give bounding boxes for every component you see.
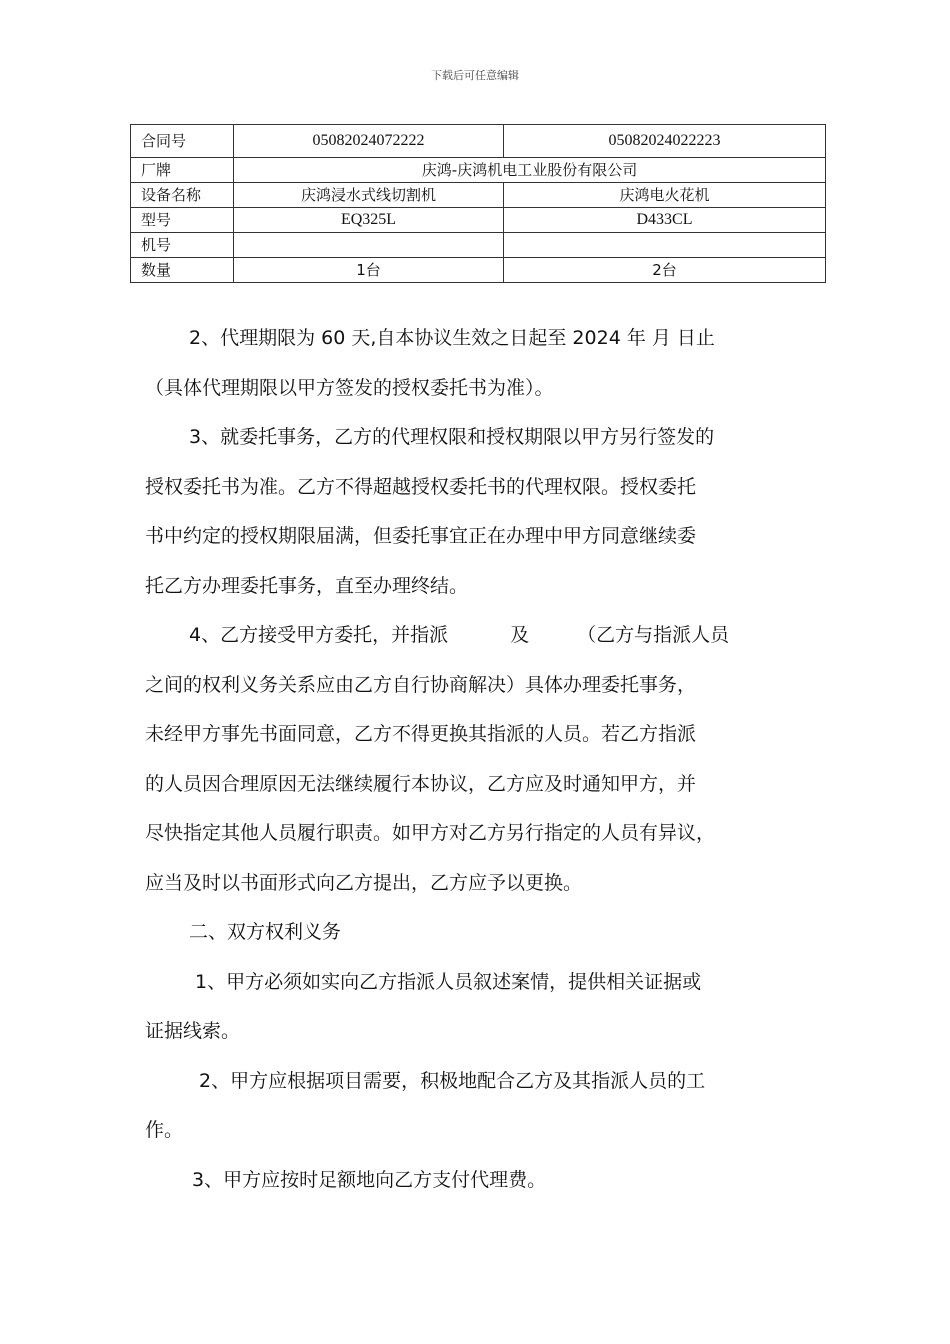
clause-4-line-5: 尽快指定其他人员履行职责。如甲方对乙方另行指定的人员有异议，: [145, 822, 716, 844]
clause-3-line-1: 3、就委托事务，乙方的代理权限和授权期限以甲方另行签发的: [189, 426, 715, 448]
clause-3-line-3: 书中约定的授权期限届满，但委托事宜正在办理中甲方同意继续委: [145, 525, 697, 547]
duty-1-line-1: 1、甲方必须如实向乙方指派人员叙述案情，提供相关证据或: [195, 970, 702, 993]
page-header-note: 下载后可任意编辑: [431, 69, 519, 82]
row-label-brand: 厂牌: [131, 158, 234, 183]
clause-2-line-2: （具体代理期限以甲方签发的授权委托书为准）。: [145, 376, 554, 399]
equipment-name-1: 庆鸿浸水式线切割机: [234, 183, 504, 208]
table-row: [131, 258, 826, 283]
row-label-equipment: 设备名称: [131, 183, 234, 208]
equipment-name-2: 庆鸿电火花机: [504, 183, 826, 208]
contract-no-2: 05082024022223: [504, 125, 826, 158]
equipment-table: [130, 124, 826, 283]
model-2: D433CL: [504, 208, 826, 233]
clause-4-line-3: 未经甲方事先书面同意，乙方不得更换其指派的人员。若乙方指派: [145, 723, 697, 745]
clause-3-line-4: 托乙方办理委托事务，直至办理终结。: [145, 574, 469, 597]
brand-value: 庆鸿-庆鸿机电工业股份有限公司: [234, 158, 826, 183]
clause-4-part-3: （乙方与指派人员: [577, 624, 730, 646]
duty-3-line-1: 3、甲方应按时足额地向乙方支付代理费。: [192, 1168, 547, 1191]
table-row: [131, 158, 826, 183]
section-2-heading: 二、双方权利义务: [189, 921, 342, 943]
table-row: [131, 208, 826, 233]
row-label-contract: 合同号: [131, 125, 234, 158]
contract-no-1: 05082024072222: [234, 125, 504, 158]
table-row: [131, 183, 826, 208]
quantity-1: 1台: [234, 258, 504, 283]
row-label-machine-no: 机号: [131, 233, 234, 258]
contract-body: [145, 314, 835, 1205]
clause-2-line-1: 2、代理期限为 60 天,自本协议生效之日起至 2024 年 月 日止: [189, 327, 715, 349]
model-1: EQ325L: [234, 208, 504, 233]
clause-3-line-2: 授权委托书为准。乙方不得超越授权委托书的代理权限。授权委托: [145, 475, 697, 498]
clause-4-line-6: 应当及时以书面形式向乙方提出，乙方应予以更换。: [145, 871, 583, 894]
machine-no-2: [504, 233, 826, 258]
duty-1-line-2: 证据线索。: [145, 1020, 241, 1042]
clause-4-line-4: 的人员因合理原因无法继续履行本协议，乙方应及时通知甲方，并: [145, 772, 697, 795]
row-label-model: 型号: [131, 208, 234, 233]
clause-4-part-1: 4、乙方接受甲方委托，并指派: [189, 624, 449, 646]
duty-2-line-1: 2、甲方应根据项目需要，积极地配合乙方及其指派人员的工: [199, 1069, 706, 1092]
quantity-2: 2台: [504, 258, 826, 283]
clause-4-line-2: 之间的权利义务关系应由乙方自行协商解决）具体办理委托事务，: [145, 673, 697, 696]
machine-no-1: [234, 233, 504, 258]
table-row: [131, 233, 826, 258]
clause-4-line-1: [145, 611, 835, 661]
duty-2-line-2: 作。: [145, 1119, 184, 1141]
clause-4-part-2: 及: [510, 624, 530, 646]
row-label-quantity: 数量: [131, 258, 234, 283]
table-row: [131, 125, 826, 158]
